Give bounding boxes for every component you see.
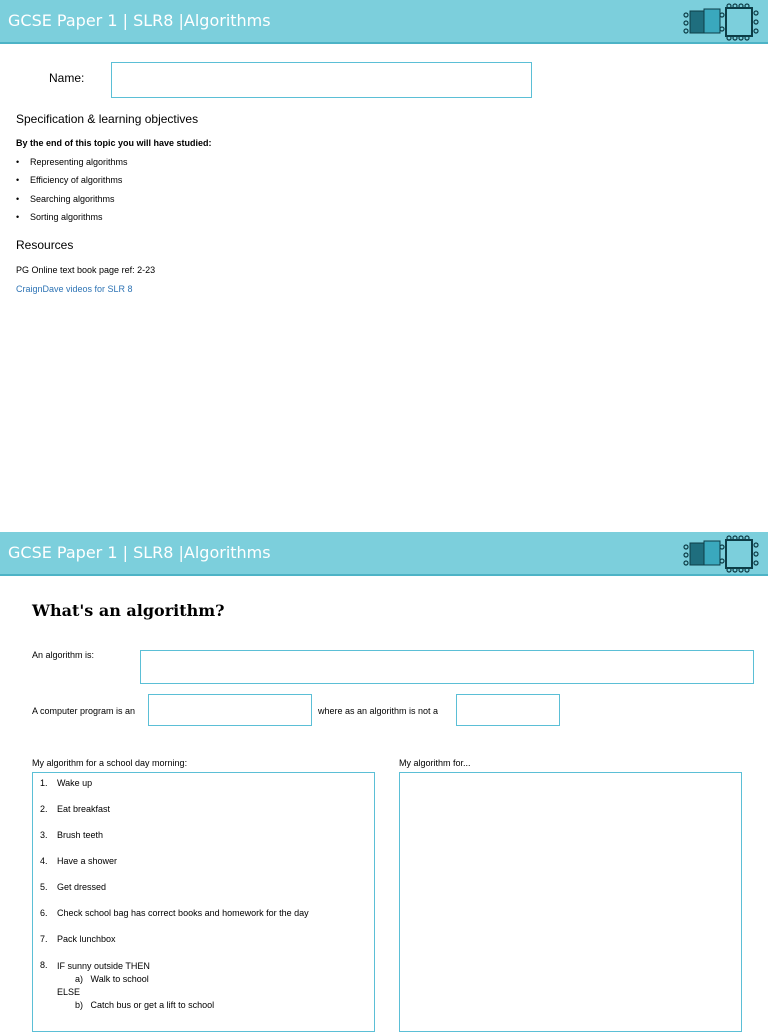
other-algorithm-input[interactable] [399, 772, 742, 1032]
studied-intro: By the end of this topic you will have studied: [16, 138, 212, 148]
list-item: 2. Eat breakfast [40, 804, 111, 814]
list-item: 5. Get dressed [40, 882, 107, 892]
circuit-chip-logo-icon [682, 3, 762, 41]
algorithm-is-label: An algorithm is: [32, 650, 95, 660]
spec-heading: Specification & learning objectives [16, 112, 199, 126]
program-is-input[interactable] [148, 694, 312, 726]
algorithm-is-not-input[interactable] [456, 694, 560, 726]
header-title: GCSE Paper 1 | SLR8 |Algorithms [8, 543, 271, 562]
name-label: Name: [49, 71, 85, 85]
list-item: 4. Have a shower [40, 856, 118, 866]
resources-heading: Resources [16, 238, 74, 252]
list-item: 6. Check school bag has correct books and homework for the day [40, 908, 309, 918]
objectives-list [16, 157, 128, 230]
page-title: What's an algorithm? [32, 601, 225, 620]
list-item: • Representing algorithms [16, 157, 128, 175]
morning-label: My algorithm for a school day morning: [32, 758, 188, 768]
page2-header [0, 532, 768, 576]
name-input[interactable] [111, 62, 532, 98]
textbook-ref: PG Online text book page ref: 2-23 [16, 265, 156, 275]
other-algorithm-label: My algorithm for... [399, 758, 471, 768]
whereas-label: where as an algorithm is not a [318, 706, 439, 716]
list-item: 3. Brush teeth [40, 830, 104, 840]
list-item: • Sorting algorithms [16, 212, 128, 230]
video-link[interactable]: CraignDave videos for SLR 8 [16, 284, 133, 294]
morning-steps-list [40, 778, 309, 1012]
circuit-chip-logo-icon [682, 535, 762, 573]
header-title: GCSE Paper 1 | SLR8 |Algorithms [8, 11, 271, 30]
list-item: • Searching algorithms [16, 194, 128, 212]
algorithm-definition-input[interactable] [140, 650, 754, 684]
list-item: 8. IF sunny outside THEN a) Walk to school ELSE b) Catch bus or get a lift to school [40, 960, 215, 1010]
list-item: 1. Wake up [40, 778, 93, 788]
page1-header [0, 0, 768, 44]
list-item: 7. Pack lunchbox [40, 934, 116, 944]
program-is-label: A computer program is an [32, 706, 136, 716]
list-item: • Efficiency of algorithms [16, 175, 128, 193]
